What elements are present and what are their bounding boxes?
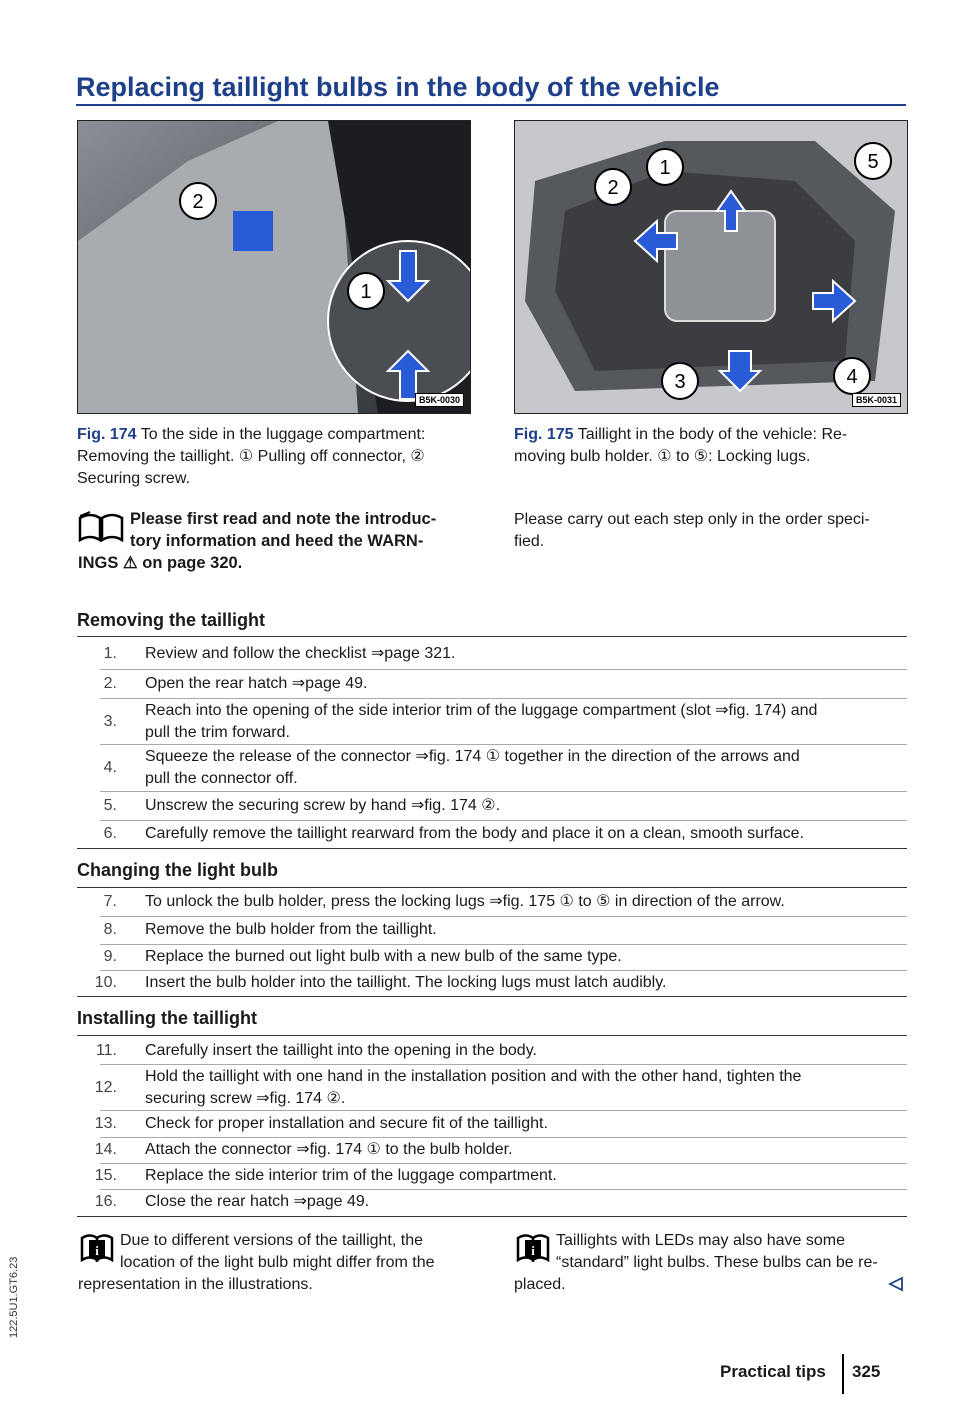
step-divider [100, 744, 907, 745]
step-divider [100, 820, 907, 821]
step-11: 11. Carefully insert the taillight into the opening in the body. [95, 1042, 537, 1059]
intro-order-note: Please carry out each step only in the order speci- fied. [514, 511, 870, 550]
callout-4: 4 [846, 366, 858, 388]
svg-text:i: i [531, 1243, 535, 1258]
page-number: 325 [852, 1362, 881, 1381]
footer-divider [842, 1354, 844, 1394]
callout-2: 2 [192, 191, 204, 213]
section-rule [77, 848, 907, 849]
step-divider [100, 1163, 907, 1164]
step-2: 2. Open the rear hatch ⇒page 49. [103, 675, 368, 692]
section-rule [77, 636, 907, 637]
section-heading-installing: Installing the taillight [77, 1008, 257, 1028]
step-4: 4. Squeeze the release of the connector ⇒fig. 174 ① together in the direction of the arrows and pull the connector off. [103, 748, 800, 787]
step-divider [100, 916, 907, 917]
step-14: 14. Attach the connector ⇒fig. 174 ① to the bulb holder. [94, 1141, 513, 1158]
callout-5: 5 [867, 151, 879, 173]
step-15: 15. Replace the side interior trim of the luggage compartment. [94, 1167, 557, 1184]
figure-175-illustration [515, 121, 907, 413]
section-rule [77, 1035, 907, 1036]
info-note-illustrations: Due to different versions of the taillight, the location of the light bulb might differ from the representation in the illustrations. [78, 1232, 435, 1293]
callout-1: 1 [360, 281, 372, 303]
step-6: 6. Carefully remove the taillight rearward from the body and place it on a clean, smooth surface. [103, 825, 804, 842]
figure-code: B5K-0031 [852, 393, 901, 407]
step-divider [100, 791, 907, 792]
step-divider [100, 970, 907, 971]
title-rule [76, 104, 906, 106]
step-10: 10. Insert the bulb holder into the taillight. The locking lugs must latch audibly. [94, 974, 667, 991]
callout-1: 1 [659, 157, 671, 179]
step-1: 1. Review and follow the checklist ⇒page 321. [103, 645, 456, 662]
step-divider [100, 698, 907, 699]
section-heading-changing: Changing the light bulb [77, 860, 278, 880]
footer-section: Practical tips [720, 1362, 826, 1381]
section-heading-removing: Removing the taillight [77, 610, 266, 630]
figure-175 [514, 120, 908, 414]
step-12: 12. Hold the taillight with one hand in the installation position and with the other hand, tighten the securing screw ⇒fig. 174 ②. [94, 1068, 802, 1107]
figure-175-caption: Fig. 175 Taillight in the body of the vehicle: Re- moving bulb holder. ① to ⑤: Locking lugs. [514, 426, 848, 465]
figure-code: B5K-0030 [415, 393, 464, 407]
callout-3: 3 [674, 371, 686, 393]
end-marker-icon [888, 1276, 904, 1297]
document-code: 122.5U1.GT6.23 [8, 1256, 20, 1338]
step-divider [100, 944, 907, 945]
step-divider [100, 1189, 907, 1190]
figure-174-illustration [78, 121, 470, 413]
section-rule [77, 1216, 907, 1217]
callout-2: 2 [607, 177, 619, 199]
page-title: Replacing taillight bulbs in the body of the vehicle [76, 72, 720, 102]
figure-174-caption: Fig. 174 To the side in the luggage compartment: Removing the taillight. ① Pulling off connector, ② Securing screw. [77, 426, 426, 487]
step-3: 3. Reach into the opening of the side interior trim of the luggage compartment (slot ⇒fig. 174) and pull the trim forward. [103, 702, 818, 741]
svg-text:i: i [95, 1243, 99, 1258]
caption-label: Fig. 174 [77, 426, 137, 443]
section-rule [77, 887, 907, 888]
step-divider [100, 669, 907, 670]
intro-note: Please first read and note the introduc- tory information and heed the WARN- INGS ⚠ on page 320. [78, 510, 437, 572]
figure-174 [77, 120, 471, 414]
info-note-leds: Taillights with LEDs may also have some “standard” light bulbs. These bulbs can be re- placed. [514, 1232, 878, 1293]
caption-label: Fig. 175 [514, 426, 574, 443]
step-divider [100, 1110, 907, 1111]
step-8: 8. Remove the bulb holder from the taillight. [103, 921, 437, 938]
step-7: 7. To unlock the bulb holder, press the locking lugs ⇒fig. 175 ① to ⑤ in direction of the arrow. [103, 893, 785, 910]
step-5: 5. Unscrew the securing screw by hand ⇒fig. 174 ②. [103, 797, 501, 814]
section-rule [77, 996, 907, 997]
step-divider [100, 1064, 907, 1065]
step-divider [100, 1137, 907, 1138]
step-9: 9. Replace the burned out light bulb with a new bulb of the same type. [103, 948, 622, 965]
step-13: 13. Check for proper installation and secure fit of the taillight. [94, 1115, 548, 1132]
step-16: 16. Close the rear hatch ⇒page 49. [94, 1193, 370, 1210]
